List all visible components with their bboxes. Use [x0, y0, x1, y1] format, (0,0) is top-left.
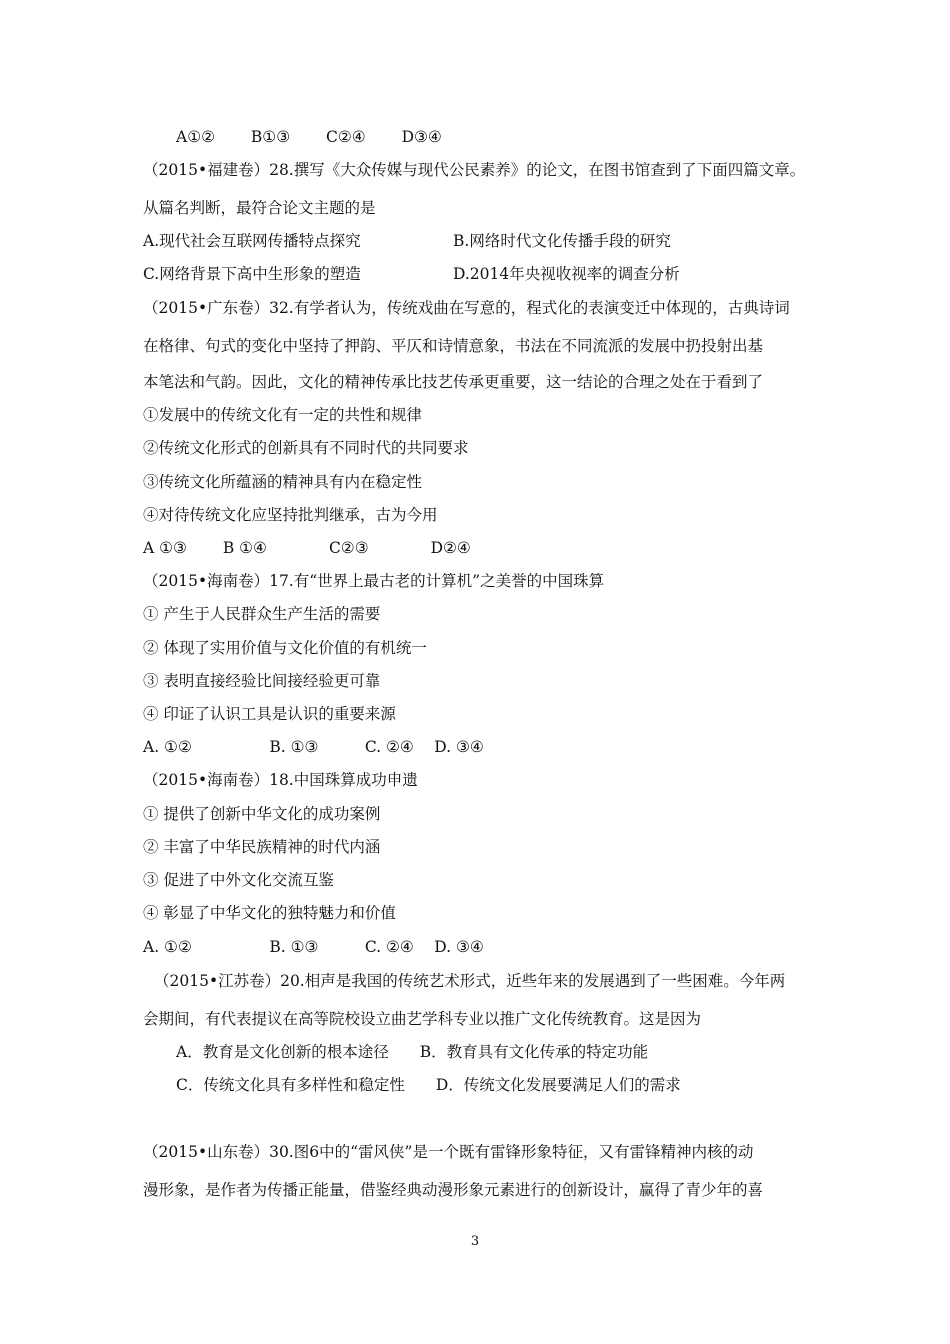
option-c: C.网络背景下高中生形象的塑造: [143, 265, 361, 283]
option-b: B.网络时代文化传播手段的研究: [453, 232, 671, 250]
statement-4: ④ 彰显了中华文化的独特魅力和价值: [143, 904, 396, 922]
statement-2: ②传统文化形式的创新具有不同时代的共同要求: [143, 439, 469, 457]
answer-options: A ①③ B ①④ C②③ D②④: [143, 539, 471, 557]
question-stem: （2015•江苏卷）20.相声是我国的传统艺术形式，近些年来的发展遇到了一些困难。今年两: [154, 972, 786, 990]
question-stem: （2015•山东卷）30.图6中的“雷风侠”是一个既有雷锋形象特征，又有雷锋精神内核的动: [143, 1143, 754, 1161]
question-stem: 会期间，有代表提议在高等院校设立曲艺学科专业以推广文化传统教育。这是因为: [143, 1010, 702, 1028]
answer-options: A. ①② B. ①③ C. ②④ D. ③④: [143, 738, 484, 756]
statement-3: ③ 表明直接经验比间接经验更可靠: [143, 672, 381, 690]
question-stem: （2015•海南卷）17.有“世界上最古老的计算机”之美誉的中国珠算: [143, 572, 605, 590]
question-stem: 在格律、句式的变化中坚持了押韵、平仄和诗情意象，书法在不同流派的发展中扔投射出基: [143, 337, 764, 355]
page-number: 3: [470, 1234, 480, 1249]
statement-4: ④对待传统文化应坚持批判继承，古为今用: [143, 506, 438, 524]
question-stem: （2015•广东卷）32.有学者认为，传统戏曲在写意的，程式化的表演变迁中体现的，古典诗词: [143, 299, 790, 317]
options-ab: A．教育是文化创新的根本途径 B．教育具有文化传承的特定功能: [176, 1043, 649, 1061]
question-stem: 本笔法和气韵。因此，文化的精神传承比技艺传承更重要，这一结论的合理之处在于看到了: [143, 373, 764, 391]
statement-3: ③传统文化所蕴涵的精神具有内在稳定性: [143, 473, 423, 491]
statement-1: ① 产生于人民群众生产生活的需要: [143, 605, 381, 623]
answer-options: A. ①② B. ①③ C. ②④ D. ③④: [143, 938, 484, 956]
question-stem: 从篇名判断，最符合论文主题的是: [143, 199, 376, 217]
question-stem: （2015•福建卷）28.撰写《大众传媒与现代公民素养》的论文，在图书馆查到了下面四篇文章。: [143, 161, 806, 179]
question-stem: （2015•海南卷）18.中国珠算成功申遗: [143, 771, 418, 789]
option-a: A.现代社会互联网传播特点探究: [143, 232, 361, 250]
statement-1: ① 提供了创新中华文化的成功案例: [143, 805, 381, 823]
options-cd: C．传统文化具有多样性和稳定性 D．传统文化发展要满足人们的需求: [176, 1076, 681, 1094]
statement-3: ③ 促进了中外文化交流互鉴: [143, 871, 334, 889]
statement-2: ② 丰富了中华民族精神的时代内涵: [143, 838, 381, 856]
answer-options: A①② B①③ C②④ D③④: [176, 128, 442, 146]
statement-4: ④ 印证了认识工具是认识的重要来源: [143, 705, 396, 723]
statement-2: ② 体现了实用价值与文化价值的有机统一: [143, 639, 427, 657]
statement-1: ①发展中的传统文化有一定的共性和规律: [143, 406, 423, 424]
question-stem: 漫形象，是作者为传播正能量，借鉴经典动漫形象元素进行的创新设计，赢得了青少年的喜: [143, 1181, 764, 1199]
option-d: D.2014年央视收视率的调查分析: [453, 265, 680, 283]
